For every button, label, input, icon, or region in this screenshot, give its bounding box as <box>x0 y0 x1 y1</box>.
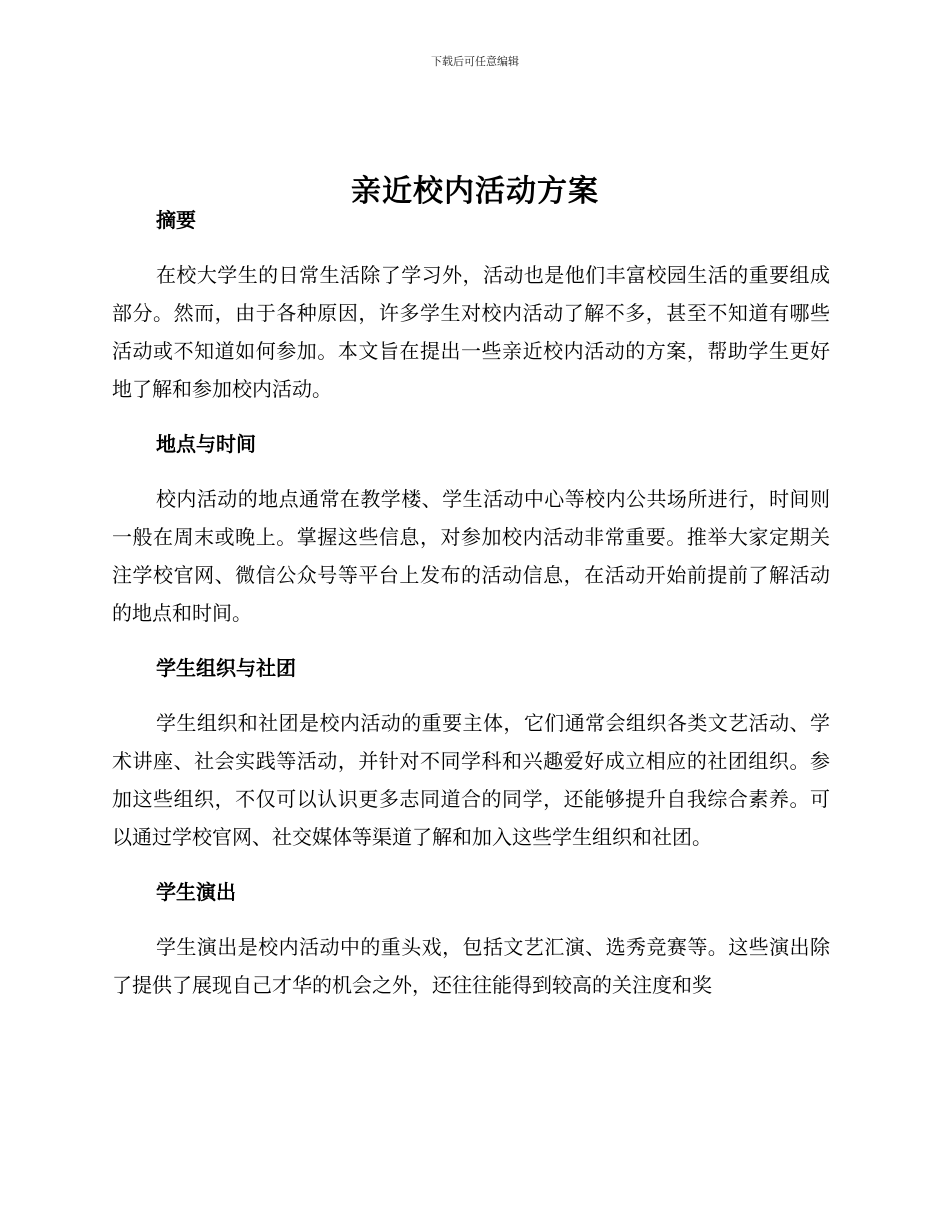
section-heading-student-organizations: 学生组织与社团 <box>156 656 296 680</box>
section-body-student-performances: 学生演出是校内活动中的重头戏，包括文艺汇演、选秀竞赛等。这些演出除了提供了展现自己才华的机会之外，还往往能得到较高的关注度和奖 <box>112 935 830 997</box>
document-body <box>112 198 830 1018</box>
document-title: 亲近校内活动方案 <box>351 174 599 210</box>
page-header: 下载后可任意编辑 <box>431 55 519 68</box>
section-body-location-time: 校内活动的地点通常在教学楼、学生活动中心等校内公共场所进行，时间则一般在周末或晚上。掌握这些信息，对参加校内活动非常重要。推举大家定期关注学校官网、微信公众号等平台上发布的活动信息，在活动开始前提前了解活动的地点和时间。 <box>112 487 830 625</box>
section-heading-location-time: 地点与时间 <box>156 432 256 456</box>
section-body-student-organizations: 学生组织和社团是校内活动的重要主体，它们通常会组织各类文艺活动、学术讲座、社会实践等活动，并针对不同学科和兴趣爱好成立相应的社团组织。参加这些组织，不仅可以认识更多志同道合的同学，还能够提升自我综合素养。可以通过学校官网、社交媒体等渠道了解和加入这些学生组织和社团。 <box>112 711 830 849</box>
section-heading-abstract: 摘要 <box>156 208 196 232</box>
section-heading-student-performances: 学生演出 <box>156 880 236 904</box>
section-body-abstract: 在校大学生的日常生活除了学习外，活动也是他们丰富校园生活的重要组成部分。然而，由于各种原因，许多学生对校内活动了解不多，甚至不知道有哪些活动或不知道如何参加。本文旨在提出一些亲近校内活动的方案，帮助学生更好地了解和参加校内活动。 <box>112 263 830 401</box>
